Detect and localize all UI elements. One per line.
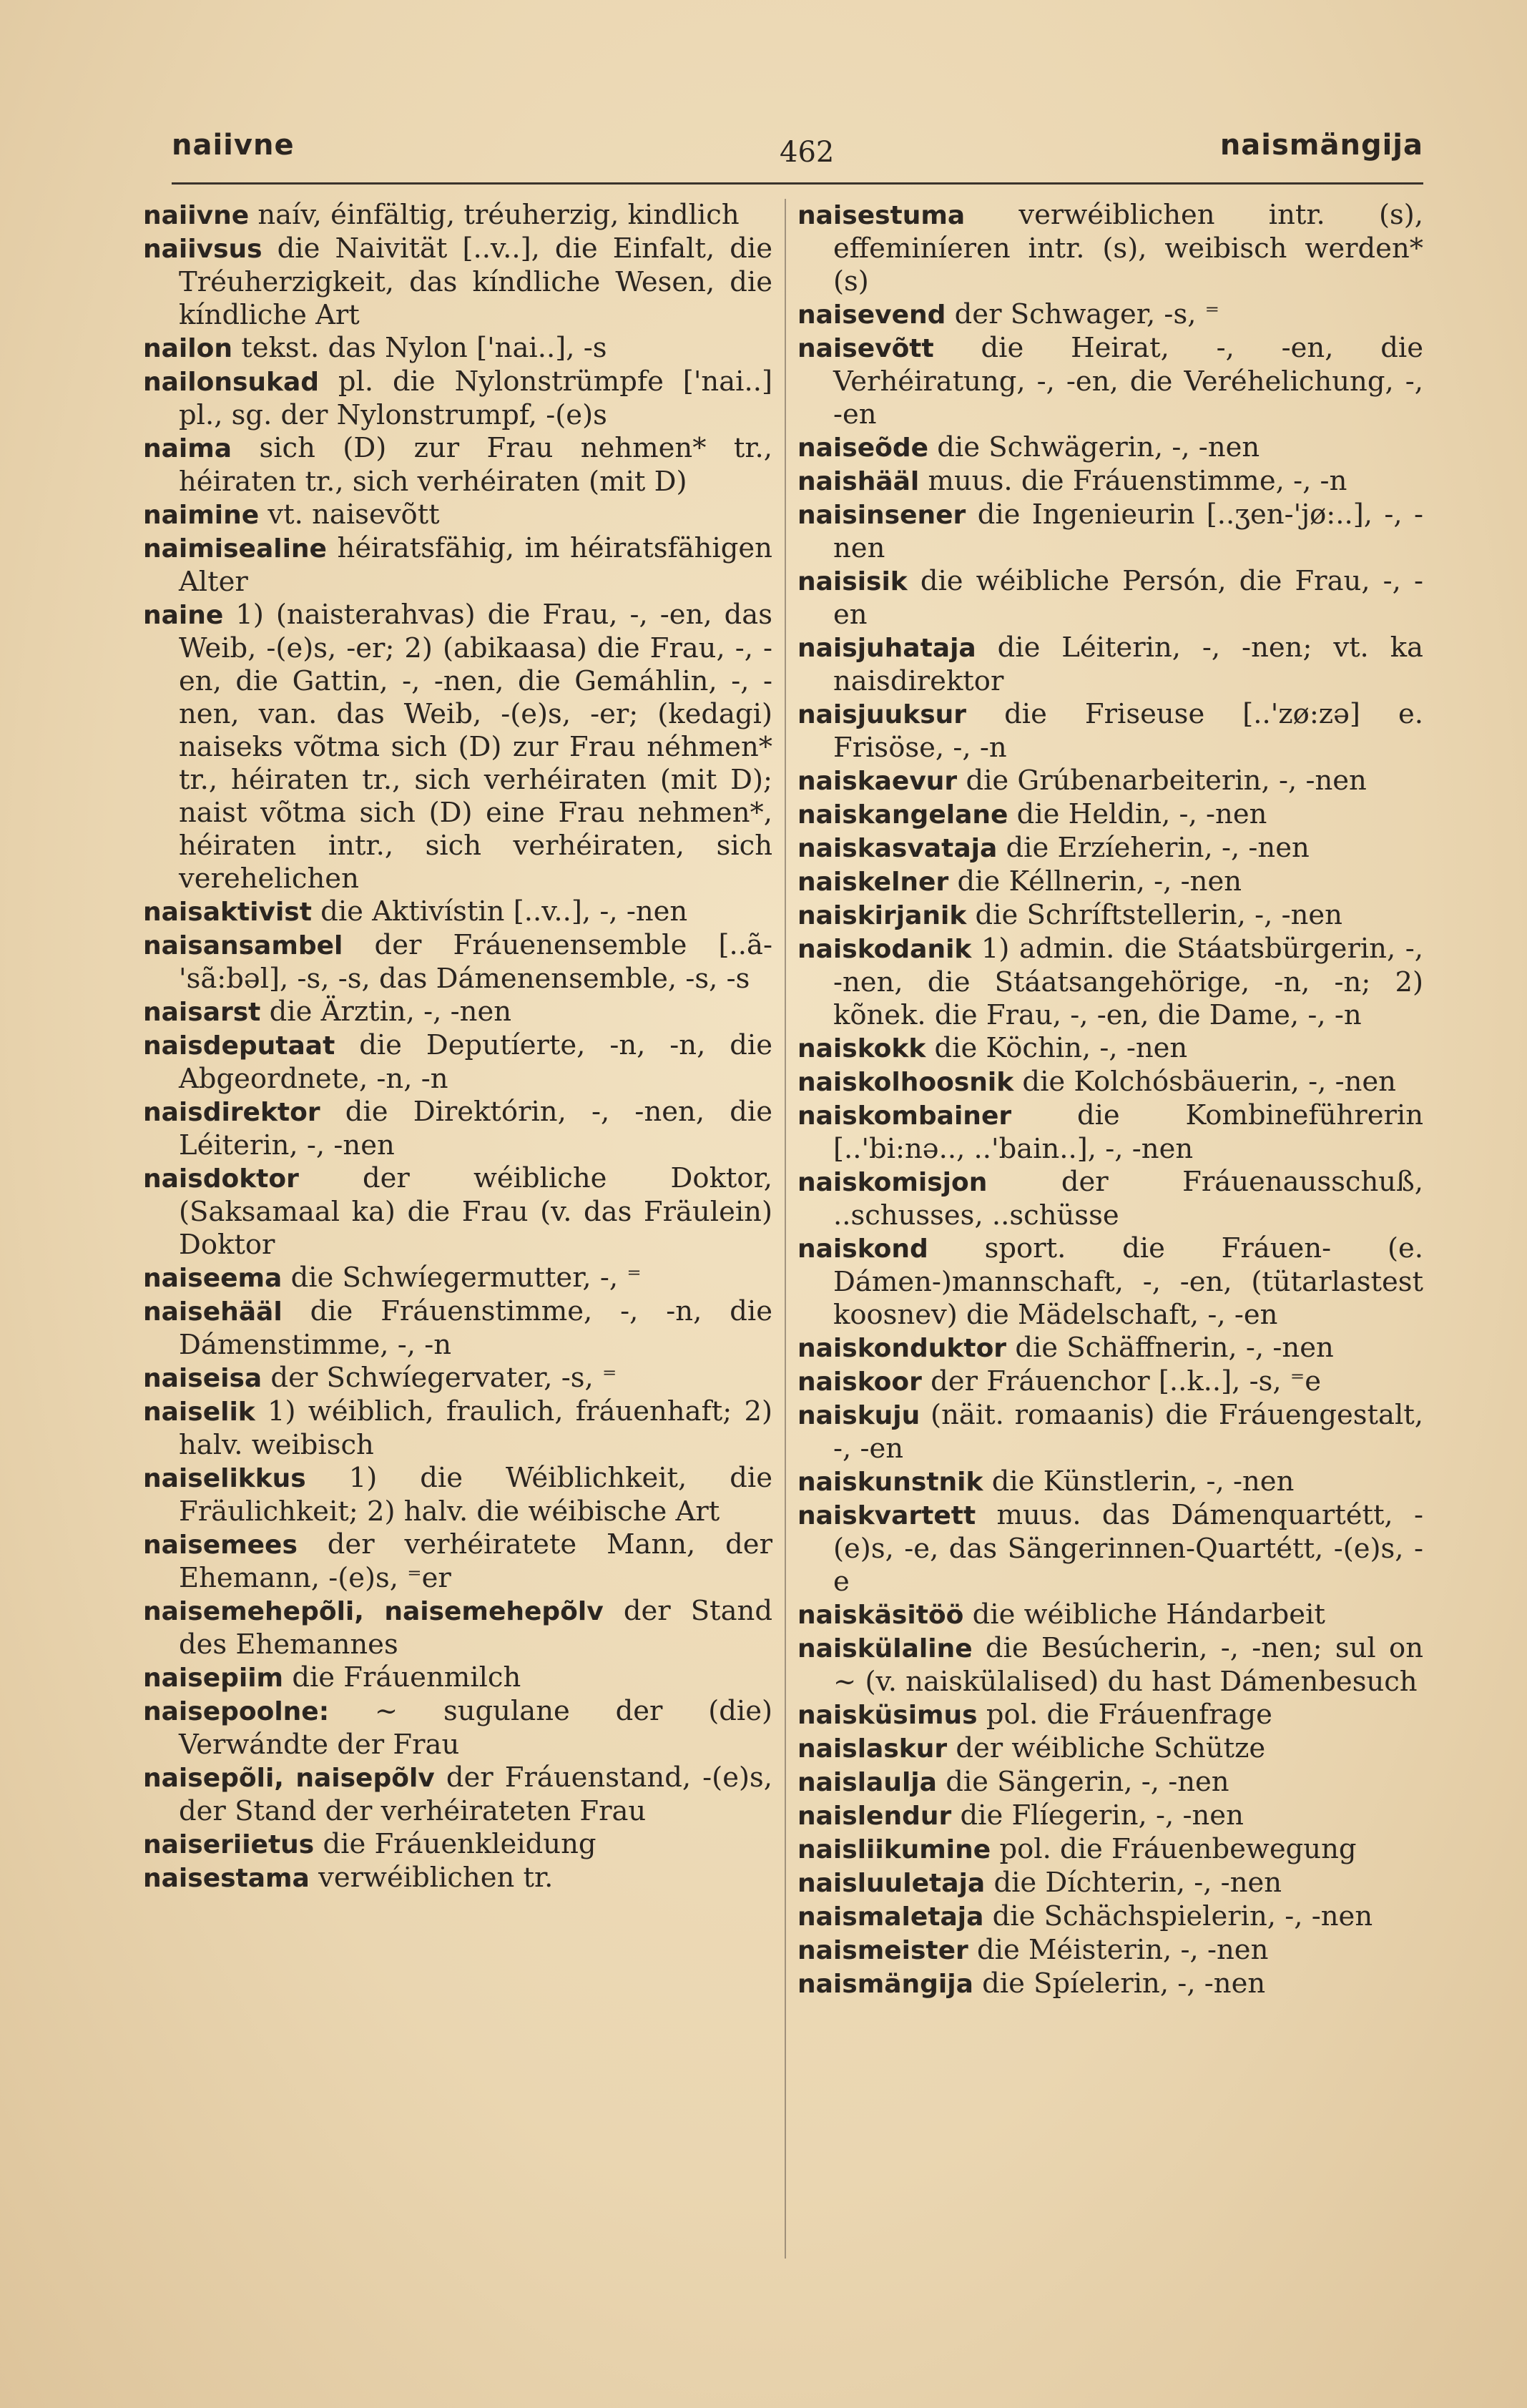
- entry-headword: naisemees: [143, 1530, 298, 1560]
- entry-definition: die Sängerin, -, -nen: [946, 1766, 1229, 1798]
- entry-headword: naisjuuksur: [797, 700, 967, 729]
- header-first-headword: naiivne: [172, 129, 295, 162]
- entry-headword: naiskelner: [797, 868, 949, 897]
- dictionary-entry: [797, 1365, 1423, 1399]
- entry-definition: die Díchterin, -, -nen: [993, 1867, 1282, 1899]
- entry-headword: naiseisa: [143, 1364, 262, 1393]
- dictionary-entry: [143, 365, 772, 432]
- entry-headword: naiseema: [143, 1264, 283, 1293]
- entry-headword: naislaulja: [797, 1768, 937, 1797]
- entry-headword: naine: [143, 601, 224, 630]
- dictionary-entry: [797, 1632, 1423, 1699]
- dictionary-entry: [797, 899, 1423, 933]
- dictionary-entry: [797, 1967, 1423, 2001]
- entry-definition: die Direktórin, -, -nen, die Léiterin, -, -nen: [179, 1096, 772, 1161]
- entry-definition: die Deputíerte, -n, -n, die Abgeordnete, -n, -n: [179, 1029, 772, 1095]
- entry-headword: naisluuletaja: [797, 1869, 986, 1898]
- entry-definition: die Léiterin, -, -nen; vt. ka naisdirektor: [833, 632, 1423, 697]
- dictionary-entry: [797, 798, 1423, 832]
- entry-headword: naisisik: [797, 567, 908, 596]
- entry-definition: die Heldin, -, -nen: [1016, 798, 1267, 830]
- entry-definition: die Kombineführerin [..'bi:nə.., ..'bain..], -, -nen: [833, 1099, 1423, 1165]
- dictionary-entry: [143, 1395, 772, 1462]
- entry-definition: die Spíelerin, -, -nen: [982, 1967, 1266, 2000]
- entry-definition: der Fráuenstand, -(e)s, der Stand der verhéirateten Frau: [179, 1761, 772, 1827]
- dictionary-entry: [797, 1066, 1423, 1099]
- entry-definition: die Grúbenarbeiterin, -, -nen: [966, 765, 1367, 797]
- dictionary-entry: [143, 1029, 772, 1096]
- entry-definition: die Schwíegermutter, -, ⁼: [290, 1262, 642, 1294]
- entry-headword: naisdoktor: [143, 1164, 299, 1194]
- entry-headword: naimisealine: [143, 534, 327, 564]
- right-column: [797, 199, 1423, 2001]
- dictionary-entry: [797, 465, 1423, 498]
- entry-headword: naiskvartett: [797, 1501, 976, 1530]
- dictionary-entry: [797, 632, 1423, 698]
- entry-definition: muus. das Dámenquartétt, -(e)s, -e, das Sängerinnen-Quartétt, -(e)s, -e: [833, 1499, 1423, 1598]
- entry-definition: die Fráuenkleidung: [323, 1828, 596, 1860]
- entry-headword: naiseõde: [797, 433, 929, 463]
- entry-definition: die Friseuse [..'zø:zə] e. Frisöse, -, -n: [833, 698, 1423, 764]
- entry-headword: naiskülaline: [797, 1634, 973, 1664]
- entry-headword: naiselikkus: [143, 1464, 306, 1493]
- dictionary-entry: [797, 199, 1423, 298]
- entry-definition: die Naivität [..v..], die Einfalt, die Tréuherzigkeit, das kíndliche Wesen, die kíndliche Art: [179, 232, 772, 331]
- entry-headword: naisepõli, naisepõlv: [143, 1764, 435, 1793]
- dictionary-entry: [143, 1828, 772, 1862]
- dictionary-entry: [797, 1032, 1423, 1066]
- entry-headword: nailonsukad: [143, 368, 320, 397]
- entry-definition: die Fráuenmilch: [292, 1661, 521, 1694]
- entry-headword: naisdirektor: [143, 1098, 320, 1127]
- entry-definition: die Kolchósbäuerin, -, -nen: [1022, 1066, 1396, 1098]
- dictionary-entry: [797, 765, 1423, 798]
- entry-definition: der Fráuenensemble [..ã-'sã:bəl], -s, -s, das Dámenensemble, -s, -s: [179, 929, 772, 995]
- entry-definition: der Fráuenchor [..k..], -s, ⁼e: [931, 1365, 1321, 1397]
- entry-definition: pol. die Fráuenfrage: [986, 1699, 1272, 1731]
- page-number: 462: [780, 136, 835, 169]
- dictionary-entry: [797, 1900, 1423, 1934]
- entry-definition: héiratsfähig, im héiratsfähigen Alter: [179, 532, 772, 598]
- dictionary-entry: [143, 929, 772, 996]
- dictionary-entry: [143, 599, 772, 895]
- entry-definition: verwéiblichen tr.: [318, 1862, 554, 1894]
- entry-headword: naiskäsitöö: [797, 1601, 964, 1630]
- entry-headword: naishääl: [797, 467, 920, 496]
- dictionary-entry: [143, 232, 772, 332]
- dictionary-entry: [797, 1465, 1423, 1499]
- entry-headword: naisehääl: [143, 1297, 283, 1327]
- dictionary-entry: [797, 1166, 1423, 1232]
- dictionary-entry: [143, 1362, 772, 1395]
- entry-headword: naiskolhoosnik: [797, 1068, 1014, 1097]
- dictionary-entry: [143, 1661, 772, 1695]
- dictionary-entry: [143, 1595, 772, 1661]
- entry-definition: (näit. romaanis) die Fráuengestalt, -, -en: [833, 1399, 1423, 1465]
- dictionary-entry: [797, 832, 1423, 865]
- entry-headword: naiskasvataja: [797, 834, 998, 863]
- entry-definition: die Kéllnerin, -, -nen: [957, 865, 1242, 898]
- dictionary-entry: [797, 1598, 1423, 1632]
- entry-definition: die wéibliche Hándarbeit: [972, 1598, 1325, 1631]
- entry-definition: die Schächspielerin, -, -nen: [992, 1900, 1373, 1932]
- entry-headword: naiskirjanik: [797, 901, 967, 930]
- entry-headword: naiskond: [797, 1234, 928, 1264]
- entry-definition: pol. die Fráuenbewegung: [999, 1833, 1357, 1865]
- dictionary-entry: [797, 1799, 1423, 1833]
- entry-definition: der Fráuenausschuß, ..schusses, ..schüsse: [833, 1166, 1423, 1232]
- dictionary-entry: [143, 532, 772, 599]
- dictionary-entry: [797, 933, 1423, 1032]
- entry-definition: der Schwager, -s, ⁼: [954, 298, 1219, 330]
- entry-headword: naiskodanik: [797, 935, 972, 964]
- entry-definition: die Méisterin, -, -nen: [977, 1934, 1269, 1966]
- dictionary-entry: [797, 1732, 1423, 1766]
- entry-headword: naisaktivist: [143, 898, 312, 927]
- dictionary-entry: [797, 1232, 1423, 1332]
- entry-headword: naisestuma: [797, 201, 966, 230]
- entry-definition: die Schwägerin, -, -nen: [937, 431, 1260, 463]
- entry-headword: naisdeputaat: [143, 1031, 335, 1061]
- entry-definition: die Künstlerin, -, -nen: [991, 1465, 1295, 1498]
- entry-definition: tekst. das Nylon ['nai..], -s: [241, 332, 607, 364]
- dictionary-entry: [797, 1934, 1423, 1967]
- entry-definition: sich (D) zur Frau nehmen* tr., héiraten tr., sich verhéiraten (mit D): [179, 432, 772, 498]
- header-rule: [172, 182, 1423, 185]
- header-last-headword: naismängija: [1219, 129, 1423, 162]
- entry-definition: die Aktivístin [..v..], -, -nen: [320, 895, 688, 928]
- entry-headword: naiivne: [143, 201, 250, 230]
- dictionary-entry: [143, 1695, 772, 1761]
- entry-headword: naiskuju: [797, 1401, 920, 1430]
- dictionary-entry: [143, 332, 772, 365]
- entry-definition: die wéibliche Persón, die Frau, -, -en: [833, 565, 1423, 631]
- dictionary-entry: [143, 1162, 772, 1262]
- dictionary-entry: [797, 1833, 1423, 1867]
- dictionary-entry: [797, 698, 1423, 765]
- entry-definition: der verhéiratete Mann, der Ehemann, -(e)s, ⁼er: [179, 1528, 772, 1594]
- entry-definition: pl. die Nylonstrümpfe ['nai..] pl., sg. der Nylonstrumpf, -(e)s: [179, 365, 772, 431]
- dictionary-entry: [797, 865, 1423, 899]
- entry-headword: naiselik: [143, 1397, 255, 1427]
- entry-headword: naiskombainer: [797, 1101, 1012, 1131]
- entry-headword: naisevend: [797, 300, 946, 330]
- entry-definition: verwéiblichen intr. (s), effeminíeren intr. (s), weibisch werden* (s): [833, 199, 1423, 298]
- entry-headword: naislaskur: [797, 1734, 948, 1764]
- entry-headword: naimine: [143, 501, 260, 530]
- dictionary-entry: [797, 1766, 1423, 1799]
- dictionary-entry: [797, 1399, 1423, 1465]
- entry-headword: naiskokk: [797, 1034, 926, 1063]
- dictionary-entry: [143, 1262, 772, 1295]
- dictionary-entry: [143, 199, 772, 232]
- entry-headword: naismeister: [797, 1936, 968, 1965]
- entry-headword: naiskaevur: [797, 767, 958, 796]
- entry-headword: naismaletaja: [797, 1902, 984, 1932]
- dictionary-entry: [143, 1761, 772, 1828]
- dictionary-entry: [797, 1867, 1423, 1900]
- entry-headword: naiskunstnik: [797, 1468, 983, 1497]
- dictionary-entry: [143, 498, 772, 532]
- entry-headword: naisestama: [143, 1864, 310, 1893]
- entry-definition: naív, éinfältig, tréuherzig, kindlich: [257, 199, 740, 231]
- entry-definition: ~ sugulane der (die) Verwándte der Frau: [179, 1695, 772, 1761]
- entry-definition: die Erzíeherin, -, -nen: [1006, 832, 1310, 864]
- entry-definition: die Ärztin, -, -nen: [269, 996, 512, 1028]
- entry-headword: naisemehepõli, naisemehepõlv: [143, 1597, 604, 1626]
- dictionary-entry: [797, 298, 1423, 332]
- entry-headword: naiivsus: [143, 235, 262, 264]
- page-header: [172, 114, 1423, 179]
- entry-definition: der wéibliche Schütze: [956, 1732, 1266, 1764]
- dictionary-entry: [797, 1699, 1423, 1732]
- entry-headword: naiseriietus: [143, 1830, 315, 1859]
- dictionary-entry: [797, 1499, 1423, 1598]
- entry-definition: die Flíegerin, -, -nen: [960, 1799, 1244, 1832]
- entry-definition: 1) admin. die Stáatsbürgerin, -, -nen, die Stáatsangehörige, -n, -n; 2) kõnek. die Frau, -, -en, die Dame, -, -n: [833, 933, 1423, 1031]
- entry-definition: die Köchin, -, -nen: [934, 1032, 1188, 1064]
- entry-definition: 1) wéiblich, fraulich, fráuenhaft; 2) halv. weibisch: [179, 1395, 773, 1461]
- entry-headword: naisinsener: [797, 501, 966, 530]
- entry-headword: naiskonduktor: [797, 1334, 1007, 1363]
- entry-headword: nailon: [143, 334, 232, 363]
- entry-definition: vt. naisevõtt: [267, 498, 440, 531]
- dictionary-entry: [143, 1862, 772, 1895]
- dictionary-entry: [143, 1462, 772, 1528]
- entry-definition: die Heirat, -, -en, die Verhéiratung, -, -en, die Veréhelichung, -, -en: [833, 332, 1423, 431]
- dictionary-entry: [143, 1096, 772, 1162]
- dictionary-entry: [143, 895, 772, 929]
- entry-definition: 1) die Wéiblichkeit, die Fräulichkeit; 2) halv. die wéibische Art: [179, 1462, 772, 1528]
- entry-headword: naisansambel: [143, 931, 343, 960]
- entry-headword: naiskomisjon: [797, 1168, 988, 1197]
- dictionary-entry: [797, 498, 1423, 565]
- entry-definition: der Schwíegervater, -s, ⁼: [270, 1362, 617, 1394]
- entry-headword: naislendur: [797, 1802, 952, 1831]
- entry-definition: die Ingenieurin [..ʒen-'jø:..], -, -nen: [833, 498, 1423, 564]
- dictionary-entry: [143, 1528, 772, 1595]
- entry-headword: naisevõtt: [797, 334, 934, 363]
- dictionary-entry: [797, 332, 1423, 431]
- dictionary-entry: [143, 432, 772, 498]
- entry-definition: muus. die Fráuenstimme, -, -n: [928, 465, 1347, 497]
- dictionary-entry: [797, 1332, 1423, 1365]
- entry-definition: sport. die Fráuen- (e. Dámen-)mannschaft, -, -en, (tütarlastest koosnev) die Mädelschaft, -, -en: [833, 1232, 1423, 1331]
- dictionary-entry: [143, 1295, 772, 1362]
- entry-headword: naiskangelane: [797, 800, 1008, 830]
- entry-headword: naima: [143, 434, 232, 463]
- entry-headword: naisliikumine: [797, 1835, 991, 1864]
- entry-headword: naisepoolne:: [143, 1697, 330, 1726]
- entry-headword: naisjuhataja: [797, 634, 976, 663]
- entry-headword: naismängija: [797, 1970, 973, 1999]
- entry-definition: der Stand des Ehemannes: [179, 1595, 772, 1661]
- entry-definition: die Schäffnerin, -, -nen: [1015, 1332, 1334, 1364]
- entry-headword: naiskoor: [797, 1367, 922, 1397]
- entry-headword: naisküsimus: [797, 1701, 978, 1730]
- entry-headword: naisarst: [143, 998, 261, 1027]
- left-column: [143, 199, 772, 1895]
- entry-definition: der wéibliche Doktor, (Saksamaal ka) die Frau (v. das Fräulein) Doktor: [179, 1162, 772, 1261]
- dictionary-entry: [797, 431, 1423, 465]
- entry-definition: die Besúcherin, -, -nen; sul on ~ (v. naiskülalised) du hast Dámenbesuch: [833, 1632, 1423, 1698]
- entry-definition: die Fráuenstimme, -, -n, die Dámenstimme, -, -n: [179, 1295, 772, 1361]
- dictionary-entry: [797, 565, 1423, 632]
- entry-headword: naisepiim: [143, 1664, 284, 1693]
- entry-definition: 1) (naisterahvas) die Frau, -, -en, das Weib, -(e)s, -er; 2) (abikaasa) die Frau, -, -en, die Gattin, -, -nen, die Gemáhlin, -, -nen, van. das Weib, -(e)s, -er; (kedagi) naiseks võtma sich (D) zur Frau néhmen* tr., héiraten tr., sich verhéiraten (mit D); naist võtma sich (D) eine Frau nehmen*, héiraten intr., sich verhéiraten, sich verehelichen: [179, 599, 772, 895]
- entry-definition: die Schríftstellerin, -, -nen: [975, 899, 1342, 931]
- dictionary-entry: [797, 1099, 1423, 1166]
- column-divider: [785, 199, 786, 2259]
- dictionary-entry: [143, 996, 772, 1029]
